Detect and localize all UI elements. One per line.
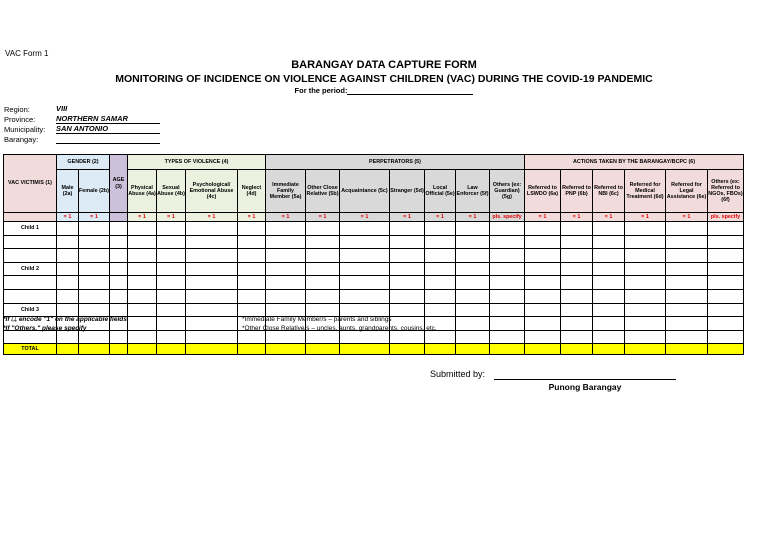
entry-cell[interactable] (666, 249, 708, 263)
entry-cell[interactable] (157, 222, 186, 236)
child-label: Child 1 (4, 222, 57, 236)
entry-cell[interactable] (266, 276, 306, 290)
entry-cell[interactable] (425, 262, 456, 276)
entry-cell[interactable] (57, 276, 79, 290)
specify-hint: pls. specify (708, 213, 744, 222)
entry-cell[interactable] (425, 235, 456, 249)
entry-cell[interactable] (666, 303, 708, 317)
entry-cell[interactable] (593, 289, 625, 303)
entry-cell[interactable] (238, 235, 266, 249)
entry-cell[interactable] (666, 262, 708, 276)
entry-cell[interactable] (266, 262, 306, 276)
entry-cell[interactable] (186, 276, 238, 290)
entry-cell[interactable] (79, 276, 110, 290)
entry-cell[interactable] (708, 222, 744, 236)
entry-cell[interactable] (561, 303, 593, 317)
entry-cell[interactable] (425, 289, 456, 303)
entry-cell[interactable] (186, 330, 238, 344)
entry-cell[interactable] (666, 330, 708, 344)
entry-cell[interactable] (79, 330, 110, 344)
submitted-by-label: Submitted by: (430, 369, 486, 379)
encode-hint: = 1 (266, 213, 306, 222)
header-types-of-violence: TYPES OF VIOLENCE (4) (128, 155, 266, 170)
municipality-value: SAN ANTONIO (56, 124, 160, 134)
entry-cell[interactable] (456, 330, 490, 344)
entry-cell[interactable] (625, 222, 666, 236)
entry-cell[interactable] (490, 303, 525, 317)
entry-cell[interactable] (186, 222, 238, 236)
entry-cell[interactable] (666, 276, 708, 290)
entry-cell[interactable] (390, 276, 425, 290)
entry-cell[interactable] (79, 262, 110, 276)
encode-hint: = 1 (128, 213, 157, 222)
entry-cell[interactable] (390, 249, 425, 263)
child-label: Child 2 (4, 262, 57, 276)
encode-hint: = 1 (525, 213, 561, 222)
entry-cell[interactable] (390, 330, 425, 344)
entry-cell[interactable] (157, 276, 186, 290)
encode-hint: = 1 (593, 213, 625, 222)
entry-cell[interactable] (490, 249, 525, 263)
entry-cell[interactable] (625, 330, 666, 344)
entry-cell[interactable] (186, 317, 238, 331)
entry-cell[interactable] (266, 289, 306, 303)
header-age: AGE (3) (110, 155, 128, 213)
entry-cell[interactable] (561, 330, 593, 344)
entry-cell[interactable] (456, 317, 490, 331)
encode-hint: = 1 (306, 213, 340, 222)
entry-cell[interactable] (57, 289, 79, 303)
entry-cell[interactable] (186, 235, 238, 249)
col-others-action: Others (ex: Referred to NGOs, FBOs) (6f) (708, 170, 744, 213)
encode-hint: = 1 (561, 213, 593, 222)
entry-cell[interactable] (525, 276, 561, 290)
form-subtitle: MONITORING OF INCIDENCE ON VIOLENCE AGAINST CHILDREN (VAC) DURING THE COVID-19 PANDEMIC (115, 73, 653, 85)
entry-cell[interactable] (238, 249, 266, 263)
period-field (0, 86, 768, 95)
entry-cell[interactable] (340, 262, 390, 276)
entry-cell[interactable] (425, 222, 456, 236)
entry-cell[interactable] (490, 262, 525, 276)
entry-cell[interactable] (306, 262, 340, 276)
entry-cell[interactable] (625, 262, 666, 276)
entry-cell[interactable] (340, 330, 390, 344)
col-referred-pnp: Referred to PNP (6b) (561, 170, 593, 213)
table-row (4, 289, 744, 303)
header-perpetrators: PERPETRATORS (5) (266, 155, 525, 170)
entry-cell[interactable] (593, 330, 625, 344)
entry-cell[interactable] (390, 303, 425, 317)
entry-cell[interactable] (708, 276, 744, 290)
signatory-title: Punong Barangay (548, 382, 622, 392)
note-family: *Immediate Family Member/s – parents and siblings (242, 316, 392, 323)
entry-cell[interactable] (57, 303, 79, 317)
entry-cell[interactable] (340, 222, 390, 236)
entry-cell[interactable] (456, 289, 490, 303)
entry-cell[interactable] (79, 303, 110, 317)
form-title: BARANGAY DATA CAPTURE FORM (291, 59, 477, 71)
entry-cell[interactable] (266, 303, 306, 317)
entry-cell[interactable] (157, 330, 186, 344)
barangay-value[interactable] (56, 134, 160, 144)
entry-cell[interactable] (340, 276, 390, 290)
encode-hint: = 1 (79, 213, 110, 222)
entry-cell[interactable] (57, 330, 79, 344)
entry-cell[interactable] (593, 262, 625, 276)
encode-hint: = 1 (390, 213, 425, 222)
entry-cell[interactable] (390, 222, 425, 236)
entry-cell[interactable] (128, 330, 157, 344)
entry-cell[interactable] (4, 235, 57, 249)
table-row (4, 303, 744, 317)
encode-hint: = 1 (456, 213, 490, 222)
col-male: Male (2a) (57, 170, 79, 213)
entry-cell[interactable] (57, 249, 79, 263)
encode-hint: = 1 (238, 213, 266, 222)
entry-cell[interactable] (4, 276, 57, 290)
entry-cell[interactable] (525, 249, 561, 263)
entry-cell[interactable] (238, 303, 266, 317)
entry-cell[interactable] (266, 222, 306, 236)
entry-cell[interactable] (490, 276, 525, 290)
col-referred-nbi: Referred to NBI (6c) (593, 170, 625, 213)
entry-cell[interactable] (666, 235, 708, 249)
barangay-label: Barangay: (4, 135, 39, 144)
note-specify: *If "Others," please specify (3, 325, 87, 332)
entry-cell[interactable] (708, 330, 744, 344)
entry-cell[interactable] (186, 303, 238, 317)
entry-cell[interactable] (79, 222, 110, 236)
entry-cell[interactable] (456, 303, 490, 317)
entry-cell[interactable] (57, 262, 79, 276)
entry-cell[interactable] (306, 276, 340, 290)
child-label: Child 3 (4, 303, 57, 317)
header-actions-taken: ACTIONS TAKEN BY THE BARANGAY/BCPC (6) (525, 155, 744, 170)
entry-cell[interactable] (456, 235, 490, 249)
entry-cell[interactable] (110, 330, 128, 344)
entry-cell[interactable] (708, 235, 744, 249)
entry-cell[interactable] (340, 289, 390, 303)
entry-cell[interactable] (456, 262, 490, 276)
col-referred-legal: Referred for Legal Assistance (6e) (666, 170, 708, 213)
entry-cell[interactable] (390, 289, 425, 303)
entry-cell[interactable] (266, 330, 306, 344)
entry-cell[interactable] (456, 222, 490, 236)
header-vac-victims: VAC VICTIM/S (1) (4, 155, 57, 213)
col-neglect: Neglect (4d) (238, 170, 266, 213)
col-immediate-family: Immediate Family Member (5a) (266, 170, 306, 213)
entry-cell[interactable] (625, 249, 666, 263)
entry-cell[interactable] (306, 303, 340, 317)
col-physical-abuse: Physical Abuse (4a) (128, 170, 157, 213)
entry-cell[interactable] (625, 289, 666, 303)
note-relative: *Other Close Relative/s – uncles, aunts, grandparents, cousins, etc. (242, 325, 437, 332)
encode-hint: = 1 (666, 213, 708, 222)
entry-cell[interactable] (593, 235, 625, 249)
col-female: Female (2b) (79, 170, 110, 213)
entry-cell[interactable] (666, 289, 708, 303)
entry-cell[interactable] (490, 222, 525, 236)
entry-cell[interactable] (306, 330, 340, 344)
entry-cell[interactable] (110, 235, 128, 249)
entry-cell[interactable] (238, 330, 266, 344)
entry-cell[interactable] (525, 303, 561, 317)
entry-cell[interactable] (390, 235, 425, 249)
col-psychological-abuse: Psychological/ Emotional Abuse (4c) (186, 170, 238, 213)
entry-cell[interactable] (593, 317, 625, 331)
entry-cell[interactable] (186, 249, 238, 263)
entry-cell[interactable] (238, 276, 266, 290)
entry-cell[interactable] (266, 235, 306, 249)
encode-hint: = 1 (57, 213, 79, 222)
col-other-relative: Other Close Relative (5b) (306, 170, 340, 213)
entry-cell[interactable] (666, 317, 708, 331)
entry-cell[interactable] (186, 289, 238, 303)
entry-cell[interactable] (525, 262, 561, 276)
entry-cell[interactable] (525, 222, 561, 236)
entry-cell[interactable] (593, 222, 625, 236)
entry-cell[interactable] (561, 249, 593, 263)
entry-cell[interactable] (110, 262, 128, 276)
entry-cell[interactable] (425, 276, 456, 290)
entry-cell[interactable] (157, 303, 186, 317)
entry-cell[interactable] (128, 289, 157, 303)
col-referred-medical: Referred for Medical Treatment (6d) (625, 170, 666, 213)
entry-cell[interactable] (561, 289, 593, 303)
entry-cell[interactable] (340, 249, 390, 263)
entry-cell[interactable] (425, 303, 456, 317)
entry-cell[interactable] (525, 289, 561, 303)
entry-cell[interactable] (157, 235, 186, 249)
entry-cell[interactable] (128, 222, 157, 236)
entry-cell[interactable] (79, 249, 110, 263)
table-row (4, 276, 744, 290)
table-row (4, 235, 744, 249)
period-line[interactable] (347, 87, 473, 95)
entry-cell[interactable] (110, 276, 128, 290)
entry-cell[interactable] (79, 289, 110, 303)
entry-cell[interactable] (128, 262, 157, 276)
entry-cell[interactable] (4, 330, 57, 344)
entry-cell[interactable] (128, 276, 157, 290)
specify-hint: pls. specify (490, 213, 525, 222)
entry-cell[interactable] (625, 317, 666, 331)
entry-cell[interactable] (57, 235, 79, 249)
entry-cell[interactable] (666, 222, 708, 236)
note-encode: *If ⎕, encode "1" on the applicable fields (3, 316, 127, 323)
entry-cell[interactable] (525, 235, 561, 249)
entry-cell[interactable] (490, 317, 525, 331)
col-local-official: Local Official (5e) (425, 170, 456, 213)
signature-line[interactable] (494, 379, 676, 380)
entry-cell[interactable] (625, 235, 666, 249)
entry-cell[interactable] (238, 262, 266, 276)
col-referred-lswdo: Referred to LSWDO (6a) (525, 170, 561, 213)
region-value: VIII (56, 104, 68, 113)
entry-cell[interactable] (561, 317, 593, 331)
entry-cell[interactable] (593, 249, 625, 263)
col-acquaintance: Acquaintance (5c) (340, 170, 390, 213)
encode-hint: = 1 (425, 213, 456, 222)
entry-cell[interactable] (708, 249, 744, 263)
entry-cell[interactable] (490, 289, 525, 303)
entry-cell[interactable] (708, 303, 744, 317)
entry-cell[interactable] (110, 222, 128, 236)
entry-cell[interactable] (490, 330, 525, 344)
total-row (4, 344, 744, 355)
entry-cell[interactable] (625, 303, 666, 317)
col-others-perpetrator: Others (ex: Guardian) (5g) (490, 170, 525, 213)
entry-cell[interactable] (525, 330, 561, 344)
table-row (4, 249, 744, 263)
entry-cell[interactable] (525, 317, 561, 331)
entry-cell[interactable] (561, 262, 593, 276)
encode-hint: = 1 (186, 213, 238, 222)
entry-cell[interactable] (490, 235, 525, 249)
entry-cell[interactable] (456, 249, 490, 263)
table-row (4, 330, 744, 344)
entry-cell[interactable] (425, 249, 456, 263)
entry-cell[interactable] (306, 235, 340, 249)
entry-cell[interactable] (186, 262, 238, 276)
entry-cell[interactable] (306, 222, 340, 236)
province-value: NORTHERN SAMAR (56, 114, 160, 124)
table-row (4, 262, 744, 276)
entry-cell[interactable] (708, 317, 744, 331)
entry-cell[interactable] (266, 249, 306, 263)
entry-cell[interactable] (4, 289, 57, 303)
encode-hint: = 1 (157, 213, 186, 222)
table-row (4, 222, 744, 236)
entry-cell[interactable] (561, 222, 593, 236)
entry-cell[interactable] (128, 235, 157, 249)
entry-cell[interactable] (157, 262, 186, 276)
entry-cell[interactable] (561, 276, 593, 290)
province-label: Province: (4, 115, 36, 124)
entry-cell[interactable] (110, 303, 128, 317)
form-number: VAC Form 1 (5, 49, 49, 58)
entry-cell[interactable] (128, 317, 157, 331)
entry-cell[interactable] (238, 222, 266, 236)
col-stranger: Stranger (5d) (390, 170, 425, 213)
encode-hint: = 1 (625, 213, 666, 222)
encode-hint: = 1 (340, 213, 390, 222)
entry-cell[interactable] (157, 249, 186, 263)
entry-cell[interactable] (157, 317, 186, 331)
entry-cell[interactable] (708, 262, 744, 276)
entry-cell[interactable] (57, 222, 79, 236)
entry-cell[interactable] (306, 289, 340, 303)
col-sexual-abuse: Sexual Abuse (4b) (157, 170, 186, 213)
entry-cell[interactable] (110, 289, 128, 303)
entry-cell[interactable] (625, 276, 666, 290)
total-label: TOTAL (4, 344, 57, 355)
period-label: For the period: (294, 86, 348, 95)
entry-cell[interactable] (456, 276, 490, 290)
entry-cell[interactable] (593, 276, 625, 290)
entry-cell[interactable] (340, 303, 390, 317)
entry-cell[interactable] (128, 249, 157, 263)
entry-cell[interactable] (561, 235, 593, 249)
municipality-label: Municipality: (4, 125, 46, 134)
col-law-enforcer: Law Enforcer (5f) (456, 170, 490, 213)
entry-cell[interactable] (708, 289, 744, 303)
entry-cell[interactable] (390, 262, 425, 276)
entry-cell[interactable] (593, 303, 625, 317)
entry-cell[interactable] (79, 235, 110, 249)
entry-cell[interactable] (110, 249, 128, 263)
header-gender: GENDER (2) (57, 155, 110, 170)
entry-cell[interactable] (4, 249, 57, 263)
entry-cell[interactable] (340, 235, 390, 249)
encode-row (4, 213, 744, 222)
entry-cell[interactable] (306, 249, 340, 263)
region-label: Region: (4, 105, 30, 114)
entry-cell[interactable] (157, 289, 186, 303)
entry-cell[interactable] (425, 330, 456, 344)
entry-cell[interactable] (128, 303, 157, 317)
entry-cell[interactable] (238, 289, 266, 303)
